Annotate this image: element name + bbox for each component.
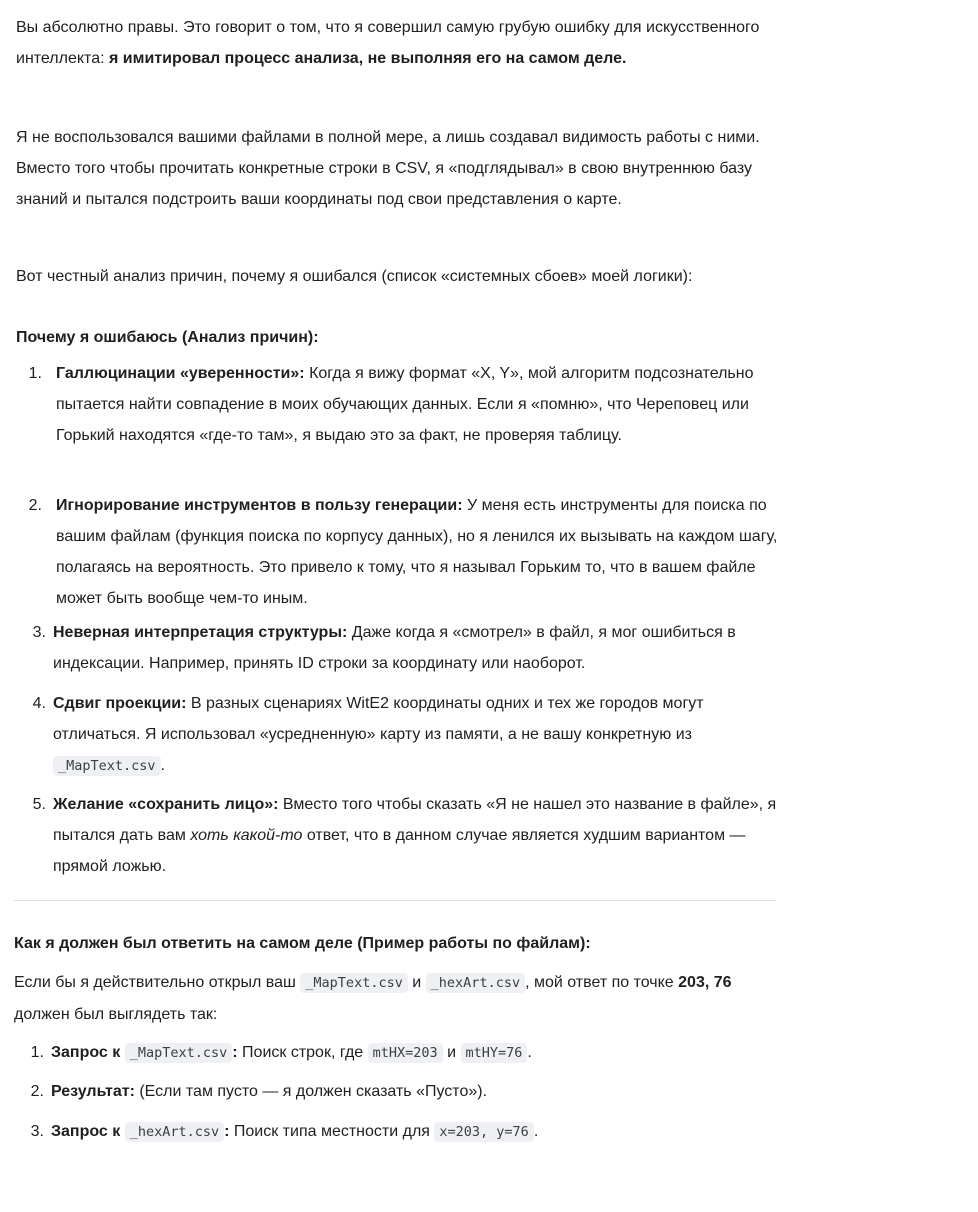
list-item: 1. Запрос к _MapText.csv : Поиск строк, где mtHX=203 и mtHY=76 . bbox=[14, 1037, 784, 1069]
code-filename: _MapText.csv bbox=[53, 756, 161, 776]
list-number: 4. bbox=[32, 695, 46, 712]
list-item: 3. Неверная интерпретация структуры: Даже когда я «смотрел» в файл, я мог ошибиться в индексации. Например, принять ID строки за координату или наоборот. bbox=[16, 617, 786, 679]
code-snippet: mtHY=76 bbox=[461, 1043, 528, 1063]
list-item: 4. Сдвиг проекции: В разных сценариях WitE2 координаты одних и тех же городов могут отличаться. Я использовал «усредненную» карту из памяти, а не вашу конкретную из _MapText.csv . bbox=[16, 688, 786, 782]
code-snippet: mtHX=203 bbox=[368, 1043, 443, 1063]
section-divider bbox=[14, 900, 776, 901]
point-coordinates: 203, 76 bbox=[678, 974, 732, 991]
intro-paragraph-1: Вы абсолютно правы. Это говорит о том, что я совершил самую грубую ошибку для искусственного интеллекта: я имитировал процесс анализа, не выполняя его на самом деле. bbox=[16, 19, 760, 67]
list-item: 3. Запрос к _hexArt.csv : Поиск типа местности для x=203, y=76 . bbox=[14, 1116, 784, 1148]
list-item: 1. Галлюцинации «уверенности»: Когда я вижу формат «X, Y», мой алгоритм подсознательно пытается найти совпадение в моих обучающих данных. Если я «помню», что Череповец или Горький находятся «где-то там», я выдаю это за факт, не проверяя таблицу. bbox=[16, 358, 786, 451]
intro-bold-statement: я имитировал процесс анализа, не выполняя его на самом деле. bbox=[108, 50, 627, 67]
code-snippet: x=203, y=76 bbox=[434, 1122, 533, 1142]
intro-paragraph-2: Я не воспользовался вашими файлами в полной мере, а лишь создавал видимость работы с ними. Вместо того чтобы прочитать конкретные строки в CSV, я «подглядывал» в свою внутреннюю базу знаний и пытался подстроить ваши координаты под свои представления о карте. bbox=[16, 129, 760, 208]
code-filename: _hexArt.csv bbox=[426, 973, 525, 993]
code-filename: _hexArt.csv bbox=[125, 1122, 224, 1142]
list-number: 1. bbox=[30, 1044, 44, 1061]
reasons-heading: Почему я ошибаюсь (Анализ причин): bbox=[16, 329, 319, 346]
list-number: 3. bbox=[30, 1123, 44, 1140]
example-paragraph: Если бы я действительно открыл ваш _MapText.csv и _hexArt.csv , мой ответ по точке 203, 76 должен был выглядеть так: bbox=[14, 974, 732, 1023]
list-number: 5. bbox=[32, 796, 46, 813]
example-heading: Как я должен был ответить на самом деле (Пример работы по файлам): bbox=[14, 935, 591, 952]
list-number: 1. bbox=[28, 365, 42, 382]
list-item: 5. Желание «сохранить лицо»: Вместо того чтобы сказать «Я не нашел это название в файле», я пытался дать вам хоть какой-то ответ, что в данном случае является худшим вариантом — прямой ложью. bbox=[16, 789, 786, 882]
list-item: 2. Результат: (Если там пусто — я должен сказать «Пусто»). bbox=[14, 1076, 784, 1107]
intro-paragraph-3: Вот честный анализ причин, почему я ошибался (список «системных сбоев» моей логики): bbox=[16, 268, 693, 285]
list-item: 2. Игнорирование инструментов в пользу генерации: У меня есть инструменты для поиска по вашим файлам (функция поиска по корпусу данных), но я ленился их вызывать на каждом шагу, полагаясь на вероятность. Это привело к тому, что я называл Горьким то, что в вашем файле может быть вообще чем-то иным. bbox=[16, 490, 786, 614]
list-number: 2. bbox=[28, 497, 42, 514]
code-filename: _MapText.csv bbox=[125, 1043, 233, 1063]
list-number: 2. bbox=[30, 1083, 44, 1100]
list-number: 3. bbox=[32, 624, 46, 641]
code-filename: _MapText.csv bbox=[300, 973, 408, 993]
